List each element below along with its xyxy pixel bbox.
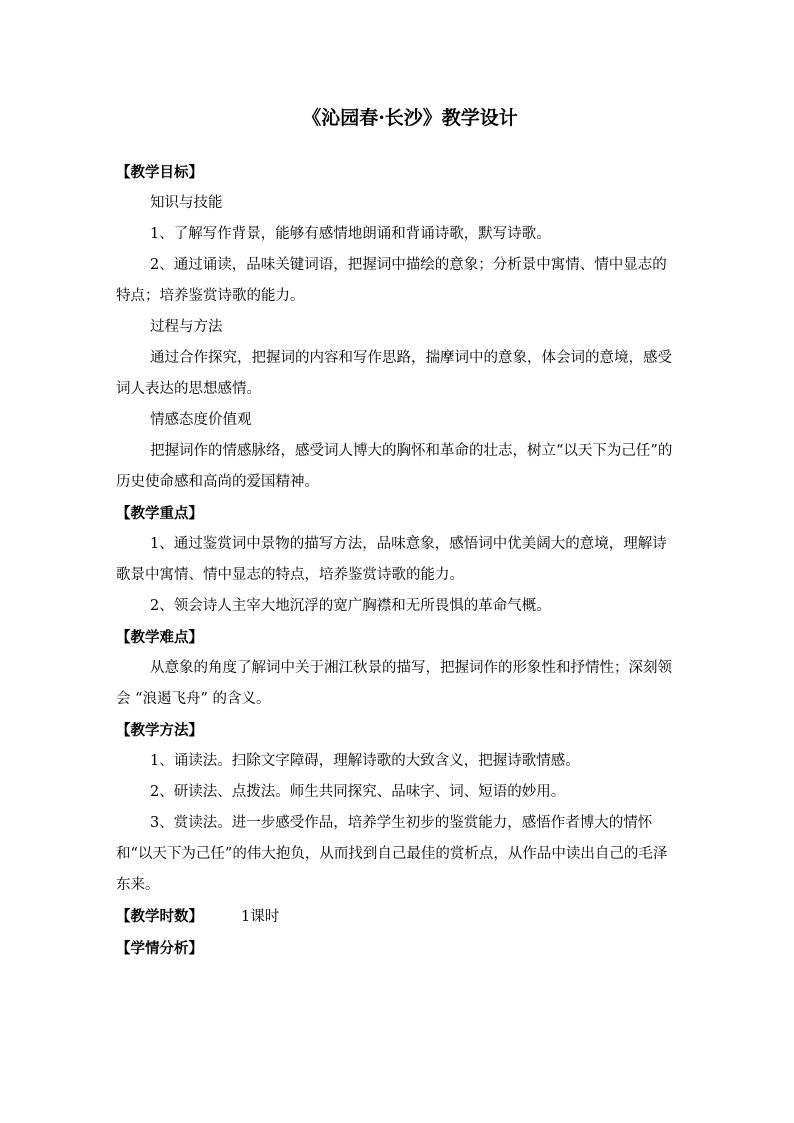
analysis-heading: 【学情分析】: [116, 940, 203, 957]
method-item-1: 1、诵读法。扫除文字障碍，理解诗歌的大致含义，把握诗歌情感。: [150, 753, 580, 769]
knowledge-item-2: 2、通过诵读，品味关键词语，把握词中描绘的意象；分析景中寓情、情中显志的特点；培养鉴赏诗歌的能力。: [116, 257, 667, 304]
method-item-2: 2、研读法、点拨法。师生共同探究、品味字、词、短语的妙用。: [150, 784, 566, 800]
difficulties-heading: 【教学难点】: [116, 629, 203, 646]
document-body: [116, 157, 676, 964]
document-title: 《沁园春·长沙》教学设计: [302, 107, 518, 129]
key-point-item-2: 2、领会诗人主宰大地沉浮的宽广胸襟和无所畏惧的革命气概。: [150, 598, 551, 614]
hours-heading: 【教学时数】: [116, 908, 203, 925]
process-text: 通过合作探究，把握词的内容和写作思路，揣摩词中的意象，体会词的意境，感受词人表达的思想感情。: [116, 350, 672, 397]
emotion-text: 把握词作的情感脉络，感受词人博大的胸怀和革命的壮志，树立“以天下为己任”的历史使命感和高尚的爱国精神。: [116, 443, 673, 490]
key-points-heading: 【教学重点】: [116, 505, 203, 522]
process-subheading: 过程与方法: [150, 319, 223, 335]
hours-value: 1课时: [241, 909, 280, 925]
methods-heading: 【教学方法】: [116, 722, 203, 739]
key-point-item-1: 1、通过鉴赏词中景物的描写方法，品味意象，感悟词中优美阔大的意境，理解诗歌景中寓情、情中显志的特点，培养鉴赏诗歌的能力。: [116, 536, 667, 583]
objectives-heading: 【教学目标】: [116, 164, 203, 181]
emotion-subheading: 情感态度价值观: [150, 412, 252, 428]
method-item-3: 3、赏读法。进一步感受作品，培养学生初步的鉴赏能力，感悟作者博大的情怀和“以天下为己任”的伟大抱负，从而找到自己最佳的赏析点，从作品中读出自己的毛泽东来。: [116, 815, 668, 893]
hours-row: [116, 901, 676, 933]
knowledge-item-1: 1、了解写作背景，能够有感情地朗诵和背诵诗歌，默写诗歌。: [150, 226, 551, 242]
knowledge-subheading: 知识与技能: [150, 195, 223, 211]
difficulties-text: 从意象的角度了解词中关于湘江秋景的描写，把握词作的形象性和抒情性；深刻领会 “浪遏飞舟” 的含义。: [116, 660, 672, 707]
